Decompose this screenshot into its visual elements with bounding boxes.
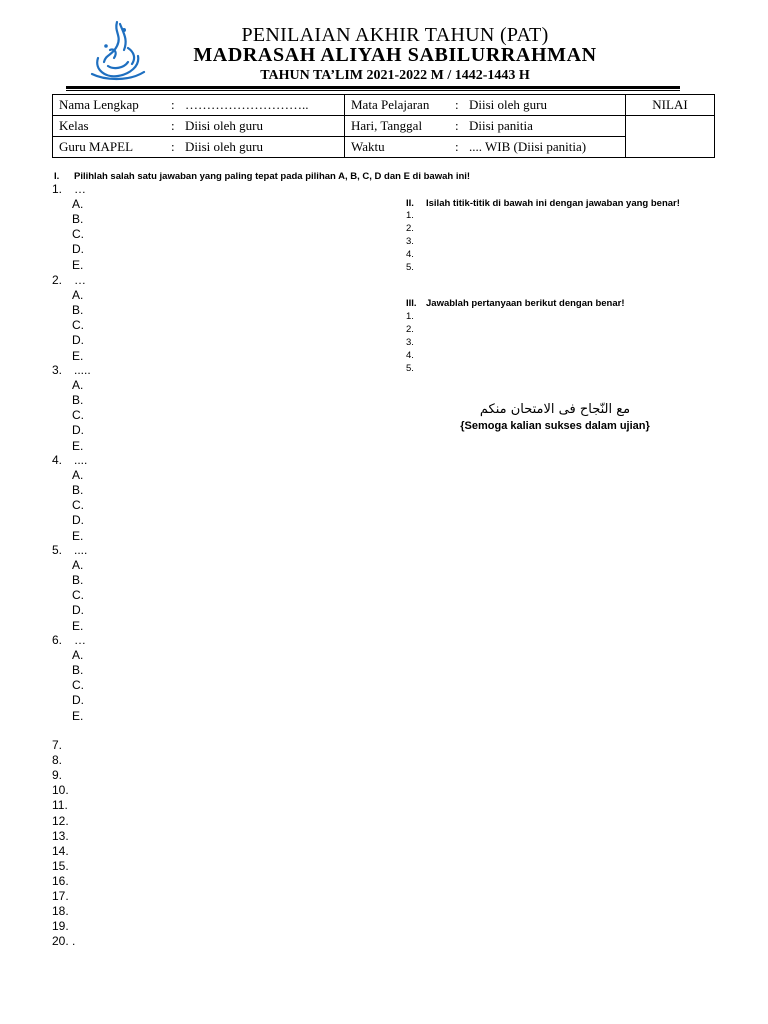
answer-option[interactable]: E. bbox=[72, 618, 84, 633]
answer-option[interactable]: C. bbox=[72, 498, 84, 513]
question-number-only: 16. bbox=[52, 873, 69, 888]
answer-option[interactable]: C. bbox=[72, 227, 84, 242]
question-6 bbox=[52, 633, 86, 648]
exam-title: PENILAIAN AKHIR TAHUN (PAT) bbox=[241, 24, 549, 46]
answer-option[interactable]: B. bbox=[72, 212, 84, 227]
answer-option[interactable]: B. bbox=[72, 303, 84, 318]
name-cell[interactable]: Nama Lengkap : ……………………….. bbox=[53, 95, 345, 116]
section-1-number: I. bbox=[54, 171, 60, 182]
question-3 bbox=[52, 363, 91, 378]
section-2-item: 2. bbox=[406, 223, 414, 234]
answer-option[interactable]: E. bbox=[72, 708, 84, 723]
date-value: Diisi panitia bbox=[469, 118, 533, 133]
answer-option[interactable]: B. bbox=[72, 573, 84, 588]
answer-option[interactable]: E. bbox=[72, 348, 84, 363]
section-3-item: 5. bbox=[406, 363, 414, 374]
section-2-instruction bbox=[406, 198, 680, 209]
answer-option[interactable]: E. bbox=[72, 528, 84, 543]
question-number: 6. bbox=[52, 633, 63, 647]
question-number: 2. bbox=[52, 273, 63, 287]
header-divider-thin bbox=[66, 90, 680, 91]
time-label: Waktu bbox=[351, 139, 385, 154]
question-placeholder: … bbox=[74, 633, 86, 647]
answer-option[interactable]: A. bbox=[72, 558, 84, 573]
score-header: NILAI bbox=[626, 95, 715, 116]
question-number-only: 17. bbox=[52, 889, 69, 903]
answer-option[interactable]: C. bbox=[72, 588, 84, 603]
subject-cell: Mata Pelajaran : Diisi oleh guru bbox=[345, 95, 626, 116]
question-number-only: 14. bbox=[52, 843, 69, 858]
section-3-text: Jawablah pertanyaan berikut dengan benar! bbox=[426, 298, 625, 309]
class-value: Diisi oleh guru bbox=[185, 118, 263, 133]
answer-option[interactable]: B. bbox=[72, 393, 84, 408]
arabic-wish: مع النّجاح فى الامتحان منكم bbox=[479, 402, 631, 417]
question-number-only: 15. bbox=[52, 858, 69, 873]
section-3-item: 4. bbox=[406, 350, 414, 361]
answer-option[interactable]: B. bbox=[72, 483, 84, 498]
answer-option[interactable]: A. bbox=[72, 288, 84, 303]
academic-year: TAHUN TA’LIM 2021-2022 M / 1442-1443 H bbox=[260, 68, 530, 83]
question-4 bbox=[52, 453, 87, 468]
calligraphy-logo-icon bbox=[84, 18, 150, 84]
time-cell: Waktu : .... WIB (Diisi panitia) bbox=[345, 137, 626, 158]
question-number: 4. bbox=[52, 453, 63, 467]
question-number-only: 11. bbox=[52, 798, 68, 813]
date-label: Hari, Tanggal bbox=[351, 118, 423, 133]
section-1-text: Pilihlah salah satu jawaban yang paling tepat pada pilihan A, B, C, D dan E di bawah ini! bbox=[74, 171, 471, 182]
answer-option[interactable]: E. bbox=[72, 438, 84, 453]
question-placeholder: .... bbox=[74, 453, 88, 467]
teacher-label: Guru MAPEL bbox=[59, 139, 134, 154]
date-cell: Hari, Tanggal : Diisi panitia bbox=[345, 116, 626, 137]
answer-option[interactable]: D. bbox=[72, 333, 84, 348]
answer-option[interactable]: C. bbox=[72, 408, 84, 423]
question-number-only: 8. bbox=[52, 753, 63, 768]
question-number: 5. bbox=[52, 543, 63, 557]
question-number: 1. bbox=[52, 182, 63, 196]
section-2-item: 5. bbox=[406, 262, 414, 273]
question-number-only: 19. bbox=[52, 919, 69, 934]
section-3-item: 1. bbox=[406, 311, 414, 322]
question-2 bbox=[52, 273, 86, 288]
question-number-only: 10. bbox=[52, 783, 69, 798]
section-3-item: 2. bbox=[406, 324, 414, 335]
answer-option[interactable]: D. bbox=[72, 693, 84, 708]
header-divider bbox=[66, 86, 680, 89]
answer-option[interactable]: D. bbox=[72, 423, 84, 438]
section-2-item: 4. bbox=[406, 249, 414, 260]
name-label: Nama Lengkap bbox=[59, 97, 139, 112]
answer-option[interactable]: C. bbox=[72, 318, 84, 333]
question-1 bbox=[52, 182, 86, 197]
question-placeholder: .... bbox=[74, 543, 88, 557]
section-3-instruction bbox=[406, 298, 625, 309]
question-number-only: 18. bbox=[52, 904, 69, 919]
question-placeholder: … bbox=[74, 273, 86, 287]
section-2-item: 1. bbox=[406, 210, 414, 221]
question-number-only: 20. . bbox=[52, 934, 76, 949]
good-luck-message: {Semoga kalian sukses dalam ujian} bbox=[460, 420, 650, 432]
question-number-only: 9. bbox=[52, 768, 63, 783]
question-placeholder: … bbox=[74, 182, 86, 196]
question-number: 3. bbox=[52, 363, 63, 377]
answer-option[interactable]: B. bbox=[72, 663, 84, 678]
answer-option[interactable]: D. bbox=[72, 513, 84, 528]
class-label: Kelas bbox=[59, 118, 89, 133]
subject-label: Mata Pelajaran bbox=[351, 97, 430, 112]
question-number-only: 13. bbox=[52, 828, 69, 843]
class-cell: Kelas : Diisi oleh guru bbox=[53, 116, 345, 137]
section-2-item: 3. bbox=[406, 236, 414, 247]
question-5 bbox=[52, 543, 87, 558]
answer-option[interactable]: C. bbox=[72, 678, 84, 693]
answer-option[interactable]: A. bbox=[72, 378, 84, 393]
section-3-number: III. bbox=[406, 298, 417, 309]
teacher-cell: Guru MAPEL : Diisi oleh guru bbox=[53, 137, 345, 158]
question-number-only: 12. bbox=[52, 813, 69, 828]
answer-option[interactable]: A. bbox=[72, 468, 84, 483]
score-box[interactable] bbox=[626, 116, 715, 158]
answer-option[interactable]: E. bbox=[72, 257, 84, 272]
section-2-text: Isilah titik-titik di bawah ini dengan jawaban yang benar! bbox=[426, 198, 680, 209]
question-placeholder: ..... bbox=[74, 363, 91, 377]
time-value: .... WIB (Diisi panitia) bbox=[469, 139, 587, 154]
answer-option[interactable]: A. bbox=[72, 648, 84, 663]
section-1-instruction bbox=[54, 171, 470, 182]
question-number-only: 7. bbox=[52, 738, 63, 752]
student-info-table bbox=[52, 94, 715, 158]
name-value: ……………………….. bbox=[185, 97, 309, 112]
school-name: MADRASAH ALIYAH SABILURRAHMAN bbox=[193, 44, 597, 66]
answer-option[interactable]: D. bbox=[72, 242, 84, 257]
answer-option[interactable]: D. bbox=[72, 603, 84, 618]
subject-value: Diisi oleh guru bbox=[469, 97, 547, 112]
section-3-item: 3. bbox=[406, 337, 414, 348]
teacher-value: Diisi oleh guru bbox=[185, 139, 263, 154]
section-2-number: II. bbox=[406, 198, 414, 209]
answer-option[interactable]: A. bbox=[72, 197, 84, 212]
